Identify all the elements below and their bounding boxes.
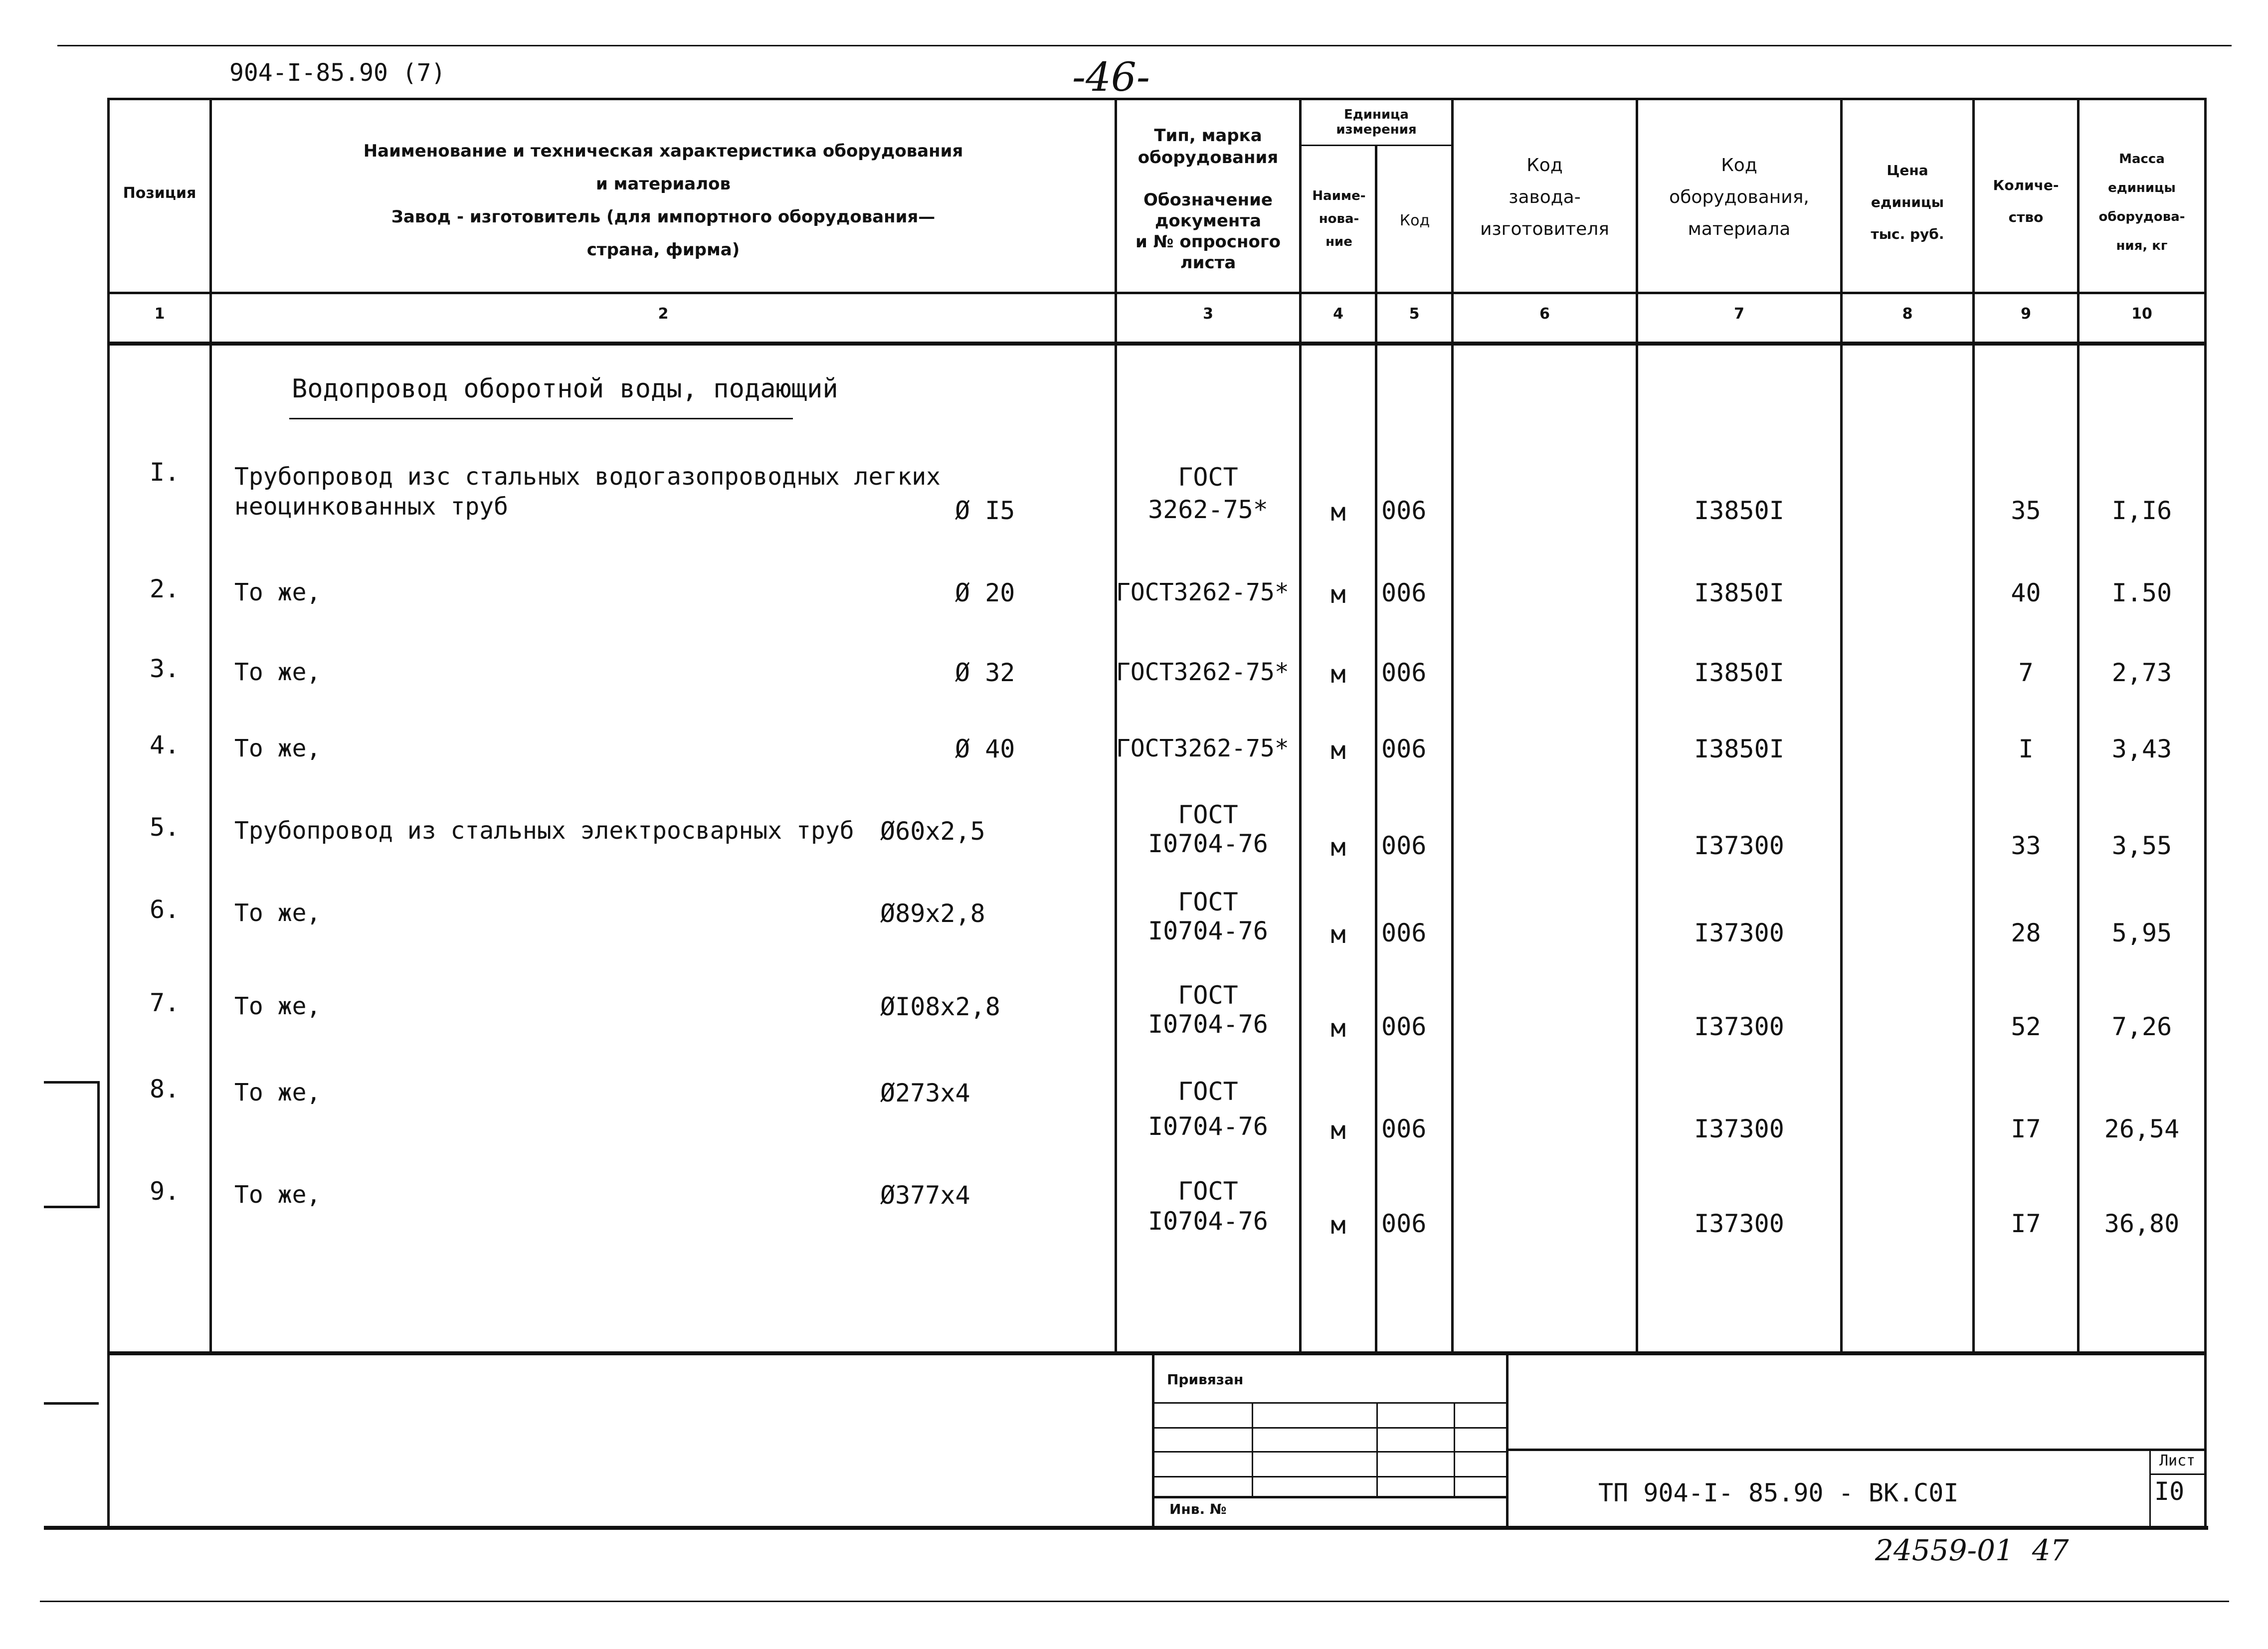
header-type-line-1: Тип, марка bbox=[1154, 126, 1262, 146]
row-material-code: I3850I bbox=[1694, 496, 1784, 525]
column-number-6: 6 bbox=[1539, 305, 1550, 323]
row-mass: 3,55 bbox=[2111, 831, 2172, 860]
header-mass-line-3: оборудова- bbox=[2098, 209, 2185, 224]
column-number-3: 3 bbox=[1203, 305, 1213, 323]
row-quantity: I7 bbox=[2011, 1114, 2041, 1143]
col-divider-2-3 bbox=[1115, 98, 1117, 1351]
header-unit-name-line-1: Наиме- bbox=[1312, 188, 1366, 203]
stamp-row-line-5 bbox=[1152, 1496, 1506, 1498]
column-number-8: 8 bbox=[1902, 305, 1913, 323]
row-size: Ø377x4 bbox=[880, 1181, 970, 1210]
table-right-line bbox=[2204, 98, 2207, 1526]
header-name-line-3: Завод - изготовитель (для импортного оборудования— bbox=[391, 207, 936, 227]
row-size: Ø273x4 bbox=[880, 1079, 970, 1107]
row-material-code: I37300 bbox=[1694, 1012, 1784, 1041]
row-material-code: I3850I bbox=[1694, 734, 1784, 763]
row-mass: I,I6 bbox=[2111, 496, 2172, 525]
stamp-sheet-label: Лист bbox=[2159, 1452, 2196, 1469]
margin-box-inner bbox=[97, 1081, 100, 1206]
sheet-box-left bbox=[2149, 1449, 2151, 1526]
header-mass-line-2: единицы bbox=[2108, 181, 2176, 195]
header-doc-line-3: и № опросного bbox=[1135, 232, 1281, 252]
row-doc-line-1: ГОСТ bbox=[1178, 800, 1238, 829]
row-name-line-2: неоцинкованных труб bbox=[234, 493, 509, 521]
bottom-edge-line bbox=[40, 1601, 2229, 1602]
colnum-bottom-line bbox=[107, 342, 2207, 346]
stamp-divider-line bbox=[1506, 1353, 1509, 1528]
row-size: ØI08x2,8 bbox=[880, 992, 1000, 1021]
header-mass-line-4: ния, кг bbox=[2116, 238, 2168, 253]
row-position: 6. bbox=[150, 895, 180, 924]
table-bottom-line bbox=[107, 1351, 2207, 1355]
row-unit-code: 006 bbox=[1381, 1209, 1427, 1238]
header-name-line-1: Наименование и техническая характеристика оборудования bbox=[363, 141, 963, 161]
handwritten-archive-code: 24559-01 47 bbox=[1875, 1533, 2069, 1567]
header-name-line-4: страна, фирма) bbox=[586, 240, 740, 260]
header-doc-line-2: документа bbox=[1154, 211, 1262, 231]
row-name-line-1: То же, bbox=[234, 734, 321, 762]
header-doc-block bbox=[1117, 189, 1299, 273]
row-mass: 2,73 bbox=[2111, 658, 2172, 687]
stamp-grid-v-2 bbox=[1376, 1402, 1378, 1496]
row-doc-line-1: ГОСТ bbox=[1178, 981, 1238, 1010]
col-divider-5-6 bbox=[1451, 98, 1454, 1351]
col-divider-3-4 bbox=[1299, 98, 1302, 1351]
row-mass: 36,80 bbox=[2104, 1209, 2180, 1238]
stamp-left-line bbox=[1152, 1353, 1154, 1528]
stamp-grid-v-1 bbox=[1252, 1402, 1253, 1496]
column-number-10: 10 bbox=[2131, 305, 2152, 323]
row-quantity: 7 bbox=[2018, 658, 2034, 687]
row-quantity: 28 bbox=[2011, 918, 2041, 947]
row-quantity: 33 bbox=[2011, 831, 2041, 860]
header-unit-code: Код bbox=[1399, 212, 1430, 229]
row-name-line-1: То же, bbox=[234, 992, 321, 1020]
page-bottom-line bbox=[44, 1526, 2208, 1530]
header-quantity bbox=[1975, 170, 2077, 233]
row-size: Ø I5 bbox=[955, 496, 1015, 525]
column-number-9: 9 bbox=[2021, 305, 2031, 323]
row-doc-line-1: ГОСТ3262-75* bbox=[1116, 578, 1289, 606]
stamp-row-line-3 bbox=[1152, 1451, 1506, 1453]
row-material-code: I37300 bbox=[1694, 1209, 1784, 1238]
header-name-line-2: и материалов bbox=[595, 174, 731, 194]
header-material-code bbox=[1638, 150, 1840, 245]
stamp-grid-v-3 bbox=[1454, 1402, 1455, 1496]
stamp-linked-label: Привязан bbox=[1167, 1371, 1244, 1388]
row-size: Ø60x2,5 bbox=[880, 817, 985, 846]
col-divider-4-5 bbox=[1375, 145, 1377, 1351]
row-position: 9. bbox=[150, 1177, 180, 1206]
stamp-designation-top bbox=[1506, 1449, 2207, 1451]
row-position: 4. bbox=[150, 731, 180, 759]
header-plant-code bbox=[1454, 150, 1636, 245]
row-material-code: I37300 bbox=[1694, 918, 1784, 947]
header-unit-group bbox=[1302, 107, 1451, 137]
header-plant-code-line-2: завода- bbox=[1509, 187, 1581, 207]
column-number-4: 4 bbox=[1333, 305, 1343, 323]
header-doc-line-1: Обозначение bbox=[1143, 190, 1273, 210]
row-position: 2. bbox=[150, 574, 180, 603]
row-size: Ø 40 bbox=[955, 734, 1015, 763]
row-doc-line-2: I0704-76 bbox=[1148, 1010, 1268, 1039]
row-mass: 5,95 bbox=[2111, 918, 2172, 947]
row-doc-line-2: I0704-76 bbox=[1148, 829, 1268, 858]
row-name-line-1: То же, bbox=[234, 578, 321, 606]
row-doc-line-1: ГОСТ bbox=[1178, 463, 1238, 492]
row-unit-code: 006 bbox=[1381, 658, 1427, 687]
row-doc-line-2: I0704-76 bbox=[1148, 916, 1268, 945]
header-price-line-3: тыс. руб. bbox=[1871, 226, 1944, 242]
header-material-code-line-1: Код bbox=[1721, 155, 1757, 176]
header-price-line-2: единицы bbox=[1871, 194, 1944, 210]
unit-group-divider bbox=[1299, 145, 1451, 146]
row-doc-line-1: ГОСТ bbox=[1178, 1077, 1238, 1106]
header-quantity-line-1: Количе- bbox=[1993, 177, 2059, 193]
row-name-line-1: То же, bbox=[234, 1079, 321, 1106]
header-plant-code-line-3: изготовителя bbox=[1480, 219, 1609, 239]
row-position: 8. bbox=[150, 1075, 180, 1103]
header-unit-name-line-3: ние bbox=[1325, 234, 1352, 249]
table-top-line bbox=[107, 98, 2207, 100]
stamp-inventory-label: Инв. № bbox=[1169, 1501, 1227, 1517]
row-unit-code: 006 bbox=[1381, 831, 1427, 860]
row-unit-code: 006 bbox=[1381, 918, 1427, 947]
col-divider-8-9 bbox=[1972, 98, 1975, 1351]
stamp-row-line-4 bbox=[1152, 1476, 1506, 1477]
header-mass bbox=[2079, 145, 2204, 260]
row-unit: м bbox=[1330, 833, 1346, 862]
row-doc-line-2: 3262-75* bbox=[1148, 495, 1268, 524]
row-name-line-1: Трубопровод изс стальных водогазопроводных легких bbox=[234, 463, 941, 491]
row-name-line-1: Трубопровод из стальных электросварных труб bbox=[234, 817, 854, 845]
row-doc-line-2: I0704-76 bbox=[1148, 1112, 1268, 1141]
section-title-underline bbox=[289, 418, 793, 419]
row-unit-code: 006 bbox=[1381, 496, 1427, 525]
row-unit: м bbox=[1330, 1014, 1346, 1043]
margin-box-bottom bbox=[44, 1206, 100, 1208]
row-unit-code: 006 bbox=[1381, 734, 1427, 763]
header-doc-line-4: листа bbox=[1180, 253, 1236, 273]
row-size: Ø89x2,8 bbox=[880, 899, 985, 928]
row-quantity: 35 bbox=[2011, 496, 2041, 525]
row-mass: 26,54 bbox=[2104, 1114, 2180, 1143]
stamp-row-line-1 bbox=[1152, 1402, 1506, 1404]
row-unit: м bbox=[1330, 1211, 1346, 1240]
header-bottom-line bbox=[107, 292, 2207, 294]
row-quantity: I7 bbox=[2011, 1209, 2041, 1238]
row-name-line-1: То же, bbox=[234, 899, 321, 927]
row-mass: 7,26 bbox=[2111, 1012, 2172, 1041]
column-number-7: 7 bbox=[1734, 305, 1744, 323]
row-unit: м bbox=[1330, 498, 1346, 527]
stamp-designation: ТП 904-I- 85.90 - ВК.С0I bbox=[1598, 1478, 1959, 1507]
header-quantity-line-2: ство bbox=[2008, 209, 2044, 225]
row-position: 7. bbox=[150, 988, 180, 1017]
header-mass-line-1: Масса bbox=[2119, 152, 2165, 167]
stamp-sheet-number: I0 bbox=[2154, 1477, 2185, 1506]
row-unit: м bbox=[1330, 1116, 1346, 1145]
row-size: Ø 32 bbox=[955, 658, 1015, 687]
row-quantity: 40 bbox=[2011, 578, 2041, 607]
stamp-row-line-2 bbox=[1152, 1427, 1506, 1429]
row-quantity: I bbox=[2018, 734, 2034, 763]
row-name-line-1: То же, bbox=[234, 658, 321, 686]
handwritten-page-number: -46- bbox=[1072, 54, 1150, 100]
row-material-code: I37300 bbox=[1694, 831, 1784, 860]
row-doc-line-1: ГОСТ3262-75* bbox=[1116, 734, 1289, 762]
header-unit-line-2: измерения bbox=[1336, 122, 1417, 137]
header-type-line-2: оборудования bbox=[1137, 148, 1279, 168]
row-position: 5. bbox=[150, 813, 180, 842]
row-doc-line-1: ГОСТ3262-75* bbox=[1116, 658, 1289, 686]
row-unit-code: 006 bbox=[1381, 578, 1427, 607]
header-material-code-line-3: материала bbox=[1688, 219, 1791, 239]
row-doc-line-2: I0704-76 bbox=[1148, 1207, 1268, 1236]
header-unit-line-1: Единица bbox=[1344, 107, 1409, 122]
col-divider-6-7 bbox=[1636, 98, 1638, 1351]
row-unit: м bbox=[1330, 736, 1346, 765]
header-price-line-1: Цена bbox=[1887, 162, 1928, 179]
row-mass: 3,43 bbox=[2111, 734, 2172, 763]
row-name-line-1: То же, bbox=[234, 1181, 321, 1209]
col-divider-1-2 bbox=[209, 98, 212, 1351]
header-position: Позиция bbox=[123, 184, 196, 202]
top-border-line bbox=[57, 45, 2232, 46]
header-plant-code-line-1: Код bbox=[1526, 155, 1563, 176]
header-price bbox=[1843, 155, 1972, 250]
header-unit-name bbox=[1302, 184, 1376, 253]
row-material-code: I3850I bbox=[1694, 658, 1784, 687]
header-material-code-line-2: оборудования, bbox=[1669, 187, 1809, 207]
row-unit: м bbox=[1330, 660, 1346, 689]
section-title: Водопровод оборотной воды, подающий bbox=[292, 374, 838, 404]
col-divider-7-8 bbox=[1840, 98, 1843, 1351]
document-code-top: 904-I-85.90 (7) bbox=[229, 59, 446, 87]
header-name-block bbox=[214, 135, 1112, 266]
row-quantity: 52 bbox=[2011, 1012, 2041, 1041]
row-unit: м bbox=[1330, 580, 1346, 609]
margin-box-top bbox=[44, 1081, 100, 1084]
col-divider-9-10 bbox=[2077, 98, 2079, 1351]
row-position: I. bbox=[150, 458, 180, 487]
header-unit-name-line-2: нова- bbox=[1319, 211, 1359, 226]
row-doc-line-1: ГОСТ bbox=[1178, 1177, 1238, 1206]
row-unit-code: 006 bbox=[1381, 1012, 1427, 1041]
column-number-1: 1 bbox=[154, 305, 165, 323]
row-material-code: I37300 bbox=[1694, 1114, 1784, 1143]
column-number-5: 5 bbox=[1409, 305, 1420, 323]
row-doc-line-1: ГОСТ bbox=[1178, 888, 1238, 916]
row-mass: I.50 bbox=[2111, 578, 2172, 607]
row-unit: м bbox=[1330, 920, 1346, 949]
row-material-code: I3850I bbox=[1694, 578, 1784, 607]
row-size: Ø 20 bbox=[955, 578, 1015, 607]
margin-mark-line bbox=[44, 1402, 99, 1405]
header-type-block bbox=[1117, 125, 1299, 169]
sheet-box-mid bbox=[2149, 1473, 2207, 1475]
row-position: 3. bbox=[150, 654, 180, 683]
row-unit-code: 006 bbox=[1381, 1114, 1427, 1143]
column-number-2: 2 bbox=[658, 305, 669, 323]
